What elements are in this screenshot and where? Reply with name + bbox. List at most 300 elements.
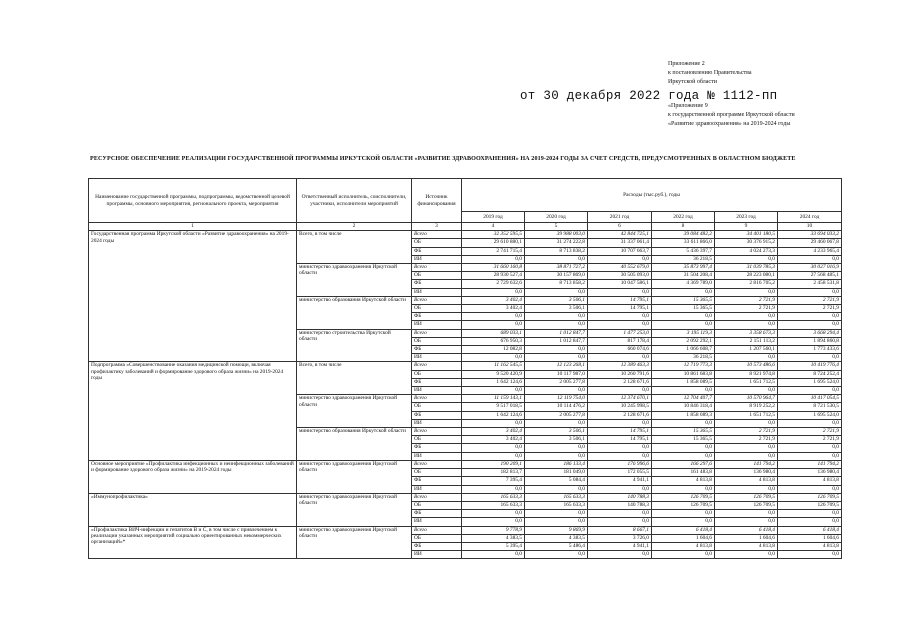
source-cell: Всего bbox=[412, 362, 462, 370]
value-cell: 1 012 847,7 bbox=[525, 337, 588, 345]
value-cell: 29 610 880,1 bbox=[462, 239, 525, 247]
col-number: 3 bbox=[412, 223, 462, 231]
value-cell: 4 813,8 bbox=[778, 477, 842, 485]
value-cell: 0,0 bbox=[778, 321, 842, 329]
value-cell: 39 084 482,2 bbox=[652, 231, 715, 239]
value-cell: 0,0 bbox=[588, 321, 652, 329]
source-cell: ОБ bbox=[412, 337, 462, 345]
value-cell: 161 483,8 bbox=[652, 469, 715, 477]
value-cell: 0,0 bbox=[525, 444, 588, 452]
source-cell: ФБ bbox=[412, 510, 462, 518]
value-cell: 12 374 670,1 bbox=[588, 395, 652, 403]
value-cell: 0,0 bbox=[715, 387, 778, 395]
value-cell: 141 794,2 bbox=[778, 460, 842, 468]
source-cell: Всего bbox=[412, 329, 462, 337]
value-cell: 660 074,6 bbox=[588, 346, 652, 354]
value-cell: 8 721 530,5 bbox=[778, 403, 842, 411]
appendix-line: Приложение 2 bbox=[668, 61, 705, 67]
value-cell: 10 419 776,4 bbox=[778, 362, 842, 370]
value-cell: 10 114 476,2 bbox=[525, 403, 588, 411]
value-cell: 3 506,1 bbox=[525, 436, 588, 444]
executor-cell: министерство здравоохранения Иркутской области bbox=[297, 460, 412, 493]
value-cell: 2 005 277,8 bbox=[525, 411, 588, 419]
source-cell: ФБ bbox=[412, 542, 462, 550]
source-cell: Всего bbox=[412, 395, 462, 403]
col-number: 9 bbox=[715, 223, 778, 231]
value-cell: 689 033,1 bbox=[462, 329, 525, 337]
value-cell: 2 721,9 bbox=[778, 296, 842, 304]
year-header: 2023 год bbox=[715, 212, 778, 223]
value-cell: 0,0 bbox=[525, 288, 588, 296]
source-cell: Всего bbox=[412, 428, 462, 436]
value-cell: 0,0 bbox=[778, 485, 842, 493]
value-cell: 15 365,5 bbox=[652, 428, 715, 436]
value-cell: 4 383,5 bbox=[462, 534, 525, 542]
value-cell: 0,0 bbox=[462, 518, 525, 526]
value-cell: 0,0 bbox=[652, 321, 715, 329]
value-cell: 0,0 bbox=[525, 354, 588, 362]
value-cell: 0,0 bbox=[462, 419, 525, 427]
value-cell: 0,0 bbox=[778, 551, 842, 559]
value-cell: 1 207 560,1 bbox=[715, 346, 778, 354]
value-cell: 1 604,6 bbox=[652, 534, 715, 542]
source-cell: Всего bbox=[412, 231, 462, 239]
value-cell: 8 919 252,2 bbox=[715, 403, 778, 411]
value-cell: 3 402,4 bbox=[462, 296, 525, 304]
value-cell: 32 352 595,5 bbox=[462, 231, 525, 239]
value-cell: 141 794,2 bbox=[715, 460, 778, 468]
value-cell: 31 039 785,3 bbox=[715, 264, 778, 272]
value-cell: 0,0 bbox=[588, 551, 652, 559]
value-cell: 6 418,4 bbox=[778, 526, 842, 534]
value-cell: 3 402,4 bbox=[462, 428, 525, 436]
source-cell: ИИ bbox=[412, 387, 462, 395]
source-cell: ОБ bbox=[412, 370, 462, 378]
executor-cell: министерство строительства Иркутской области bbox=[297, 329, 412, 362]
value-cell: 8 713 838,2 bbox=[525, 247, 588, 255]
value-cell: 0,0 bbox=[462, 444, 525, 452]
value-cell: 186 133,4 bbox=[525, 460, 588, 468]
col-header-executor: Ответственный исполнитель, соисполнители, участники, исполнители мероприятий bbox=[297, 179, 412, 223]
value-cell: 0,0 bbox=[462, 485, 525, 493]
value-cell: 1 858 089,3 bbox=[652, 411, 715, 419]
col-number: 5 bbox=[525, 223, 588, 231]
value-cell: 10 117 987,0 bbox=[525, 370, 588, 378]
value-cell: 2 816 705,2 bbox=[715, 280, 778, 288]
value-cell: 0,0 bbox=[588, 452, 652, 460]
value-cell: 12 119 754,0 bbox=[525, 395, 588, 403]
appendix-line: «Приложение 9 bbox=[668, 103, 708, 109]
value-cell: 1 858 089,5 bbox=[652, 378, 715, 386]
value-cell: 0,0 bbox=[652, 387, 715, 395]
value-cell: 0,0 bbox=[778, 518, 842, 526]
value-cell: 3 402,4 bbox=[462, 436, 525, 444]
value-cell: 136 980,4 bbox=[715, 469, 778, 477]
value-cell: 33 611 866,0 bbox=[652, 239, 715, 247]
value-cell: 10 047 586,1 bbox=[588, 280, 652, 288]
value-cell: 10 245 998,5 bbox=[588, 403, 652, 411]
appendix-line: «Развитие здравоохранения» на 2019-2024 годы bbox=[668, 121, 791, 127]
source-cell: ОБ bbox=[412, 272, 462, 280]
value-cell: 27 568 485,1 bbox=[778, 272, 842, 280]
value-cell: 0,0 bbox=[588, 255, 652, 263]
value-cell: 0,0 bbox=[778, 419, 842, 427]
value-cell: 4 941,1 bbox=[588, 477, 652, 485]
executor-cell: министерство образования Иркутской области bbox=[297, 296, 412, 329]
col-header-name: Наименование государственной программы, подпрограммы, ведомственной целевой программы, основного мероприятия, регионального проекта, мероприятия bbox=[89, 179, 297, 223]
value-cell: 126 709,5 bbox=[652, 493, 715, 501]
decree-date: от 30 декабря 2022 года № 1112-пп bbox=[520, 89, 778, 103]
source-cell: ФБ bbox=[412, 411, 462, 419]
value-cell: 182 813,7 bbox=[462, 469, 525, 477]
value-cell: 0,0 bbox=[652, 419, 715, 427]
source-cell: Всего bbox=[412, 460, 462, 468]
value-cell: 3 726,0 bbox=[588, 534, 652, 542]
value-cell: 33 694 033,2 bbox=[778, 231, 842, 239]
value-cell: 38 871 727,2 bbox=[525, 264, 588, 272]
source-cell: ИИ bbox=[412, 288, 462, 296]
value-cell: 1 695 524,0 bbox=[778, 378, 842, 386]
source-cell: ФБ bbox=[412, 346, 462, 354]
value-cell: 4 383,5 bbox=[525, 534, 588, 542]
value-cell: 0,0 bbox=[588, 444, 652, 452]
value-cell: 181 049,0 bbox=[525, 469, 588, 477]
value-cell: 0,0 bbox=[652, 551, 715, 559]
appendix-header bbox=[668, 60, 752, 87]
value-cell: 1 651 712,5 bbox=[715, 411, 778, 419]
value-cell: 0,0 bbox=[525, 419, 588, 427]
value-cell: 0,0 bbox=[778, 255, 842, 263]
value-cell: 817 178,4 bbox=[588, 337, 652, 345]
source-cell: ИИ bbox=[412, 354, 462, 362]
table-row bbox=[89, 460, 842, 468]
source-cell: ИИ bbox=[412, 321, 462, 329]
value-cell: 126 709,5 bbox=[778, 501, 842, 509]
value-cell: 1 477 253,0 bbox=[588, 329, 652, 337]
value-cell: 676 950,3 bbox=[462, 337, 525, 345]
document-title: РЕСУРСНОЕ ОБЕСПЕЧЕНИЕ РЕАЛИЗАЦИИ ГОСУДАРСТВЕННОЙ ПРОГРАММЫ ИРКУТСКОЙ ОБЛАСТИ «РАЗВИТИЕ ЗДРАВООХРАНЕНИЯ» НА 2019-2024 ГОДЫ ЗА СЧЕТ СРЕДСТВ, ПРЕДУСМОТРЕННЫХ В ОБЛАСТНОМ БЮДЖЕТЕ bbox=[90, 156, 796, 162]
value-cell: 1 012 847,7 bbox=[525, 329, 588, 337]
source-cell: ФБ bbox=[412, 378, 462, 386]
source-cell: ОБ bbox=[412, 239, 462, 247]
value-cell: 4 813,8 bbox=[778, 542, 842, 550]
value-cell: 28 930 527,4 bbox=[462, 272, 525, 280]
value-cell: 0,0 bbox=[652, 518, 715, 526]
source-cell: ОБ bbox=[412, 469, 462, 477]
value-cell: 1 695 524,0 bbox=[778, 411, 842, 419]
value-cell: 0,0 bbox=[462, 321, 525, 329]
program-name-cell: Государственная программа Иркутской области «Развитие здравоохранения» на 2019-2024 годы bbox=[89, 231, 297, 362]
source-cell: Всего bbox=[412, 296, 462, 304]
source-cell: ФБ bbox=[412, 247, 462, 255]
source-cell: ФБ bbox=[412, 313, 462, 321]
value-cell: 0,0 bbox=[462, 354, 525, 362]
value-cell: 5 084,4 bbox=[525, 477, 588, 485]
source-cell: ФБ bbox=[412, 444, 462, 452]
value-cell: 29 460 067,8 bbox=[778, 239, 842, 247]
resource-table bbox=[88, 178, 842, 559]
value-cell: 5 486,4 bbox=[525, 542, 588, 550]
value-cell: 35 873 997,4 bbox=[652, 264, 715, 272]
value-cell: 12 123 268,1 bbox=[525, 362, 588, 370]
value-cell: 0,0 bbox=[525, 518, 588, 526]
value-cell: 4 813,8 bbox=[652, 542, 715, 550]
source-cell: ИИ bbox=[412, 419, 462, 427]
value-cell: 0,0 bbox=[462, 313, 525, 321]
value-cell: 2 092 292,1 bbox=[652, 337, 715, 345]
value-cell: 10 570 964,7 bbox=[715, 395, 778, 403]
value-cell: 6 418,4 bbox=[715, 526, 778, 534]
executor-cell: Всего, в том числе bbox=[297, 362, 412, 395]
value-cell: 0,0 bbox=[778, 387, 842, 395]
value-cell: 15 365,5 bbox=[652, 305, 715, 313]
col-number: 4 bbox=[462, 223, 525, 231]
value-cell: 28 223 080,1 bbox=[715, 272, 778, 280]
value-cell: 10 707 663,7 bbox=[588, 247, 652, 255]
value-cell: 14 795,1 bbox=[588, 428, 652, 436]
value-cell: 3 668 294,4 bbox=[778, 329, 842, 337]
value-cell: 0,0 bbox=[778, 354, 842, 362]
executor-cell: министерство здравоохранения Иркутской области bbox=[297, 264, 412, 297]
value-cell: 166 297,6 bbox=[652, 460, 715, 468]
value-cell: 126 709,5 bbox=[715, 493, 778, 501]
value-cell: 0,0 bbox=[588, 485, 652, 493]
value-cell: 36 218,5 bbox=[652, 354, 715, 362]
source-cell: ИИ bbox=[412, 452, 462, 460]
value-cell: 0,0 bbox=[652, 510, 715, 518]
value-cell: 2 721,9 bbox=[715, 296, 778, 304]
value-cell: 4 233 965,4 bbox=[778, 247, 842, 255]
value-cell: 4 941,1 bbox=[588, 542, 652, 550]
value-cell: 0,0 bbox=[462, 510, 525, 518]
executor-cell: министерство здравоохранения Иркутской области bbox=[297, 395, 412, 428]
appendix-line: к постановлению Правительства bbox=[668, 70, 752, 76]
value-cell: 10 417 054,5 bbox=[778, 395, 842, 403]
value-cell: 3 195 119,3 bbox=[652, 329, 715, 337]
value-cell: 31 660 160,8 bbox=[462, 264, 525, 272]
value-cell: 0,0 bbox=[715, 321, 778, 329]
value-cell: 126 709,5 bbox=[652, 501, 715, 509]
value-cell: 165 633,3 bbox=[525, 501, 588, 509]
value-cell: 31 274 222,8 bbox=[525, 239, 588, 247]
value-cell: 4 813,8 bbox=[652, 477, 715, 485]
value-cell: 0,0 bbox=[462, 255, 525, 263]
value-cell: 1 066 608,7 bbox=[652, 346, 715, 354]
value-cell: 0,0 bbox=[525, 313, 588, 321]
value-cell: 0,0 bbox=[525, 485, 588, 493]
program-name-cell: Основное мероприятие «Профилактика инфекционных и неинфекционных заболеваний и формирование здорового образа жизни» на 2019-2024 годы bbox=[89, 460, 297, 493]
value-cell: 1 642 124,6 bbox=[462, 378, 525, 386]
value-cell: 40 552 679,0 bbox=[588, 264, 652, 272]
executor-cell: министерство здравоохранения Иркутской области bbox=[297, 493, 412, 526]
value-cell: 0,0 bbox=[715, 518, 778, 526]
value-cell: 190 209,1 bbox=[462, 460, 525, 468]
value-cell: 2 721,9 bbox=[715, 436, 778, 444]
year-header: 2024 год bbox=[778, 212, 842, 223]
value-cell: 2 151 113,2 bbox=[715, 337, 778, 345]
source-cell: ИИ bbox=[412, 485, 462, 493]
value-cell: 172 055,5 bbox=[588, 469, 652, 477]
value-cell: 0,0 bbox=[778, 510, 842, 518]
table-row bbox=[89, 362, 842, 370]
program-name-cell: «Иммунопрофилактика» bbox=[89, 493, 297, 526]
value-cell: 0,0 bbox=[715, 313, 778, 321]
value-cell: 31 504 208,4 bbox=[652, 272, 715, 280]
value-cell: 0,0 bbox=[778, 288, 842, 296]
value-cell: 14 795,1 bbox=[588, 305, 652, 313]
source-cell: ОБ bbox=[412, 305, 462, 313]
value-cell: 8 724 252,4 bbox=[778, 370, 842, 378]
value-cell: 15 365,5 bbox=[652, 436, 715, 444]
value-cell: 3 358 673,3 bbox=[715, 329, 778, 337]
appendix-header-2 bbox=[668, 102, 795, 129]
executor-cell: Всего, в том числе bbox=[297, 231, 412, 264]
value-cell: 0,0 bbox=[588, 313, 652, 321]
value-cell: 8 921 974,8 bbox=[715, 370, 778, 378]
program-name-cell: «Профилактика ВИЧ-инфекции и гепатитов В и С, в том числе с привлечением к реализации указанных мероприятий социально ориентированных некоммерческих организаций»* bbox=[89, 526, 297, 559]
col-number: 1 bbox=[89, 223, 297, 231]
value-cell: 11 162 545,5 bbox=[462, 362, 525, 370]
value-cell: 0,0 bbox=[462, 387, 525, 395]
value-cell: 1 604,6 bbox=[715, 534, 778, 542]
value-cell: 140 788,3 bbox=[588, 501, 652, 509]
value-cell: 12 389 463,3 bbox=[588, 362, 652, 370]
value-cell: 12 704 407,7 bbox=[652, 395, 715, 403]
source-cell: ОБ bbox=[412, 436, 462, 444]
source-cell: ОБ bbox=[412, 403, 462, 411]
value-cell: 165 633,3 bbox=[462, 493, 525, 501]
value-cell: 5 395,4 bbox=[462, 542, 525, 550]
col-header-source: Источник финансирования bbox=[412, 179, 462, 223]
value-cell: 9 869,9 bbox=[525, 526, 588, 534]
value-cell: 31 337 061,4 bbox=[588, 239, 652, 247]
year-header: 2019 год bbox=[462, 212, 525, 223]
value-cell: 11 159 143,1 bbox=[462, 395, 525, 403]
year-header: 2020 год bbox=[525, 212, 588, 223]
value-cell: 0,0 bbox=[652, 452, 715, 460]
source-cell: Всего bbox=[412, 526, 462, 534]
value-cell: 0,0 bbox=[715, 288, 778, 296]
value-cell: 0,0 bbox=[525, 387, 588, 395]
value-cell: 4 813,8 bbox=[715, 542, 778, 550]
value-cell: 165 633,3 bbox=[462, 501, 525, 509]
value-cell: 2 721,9 bbox=[778, 428, 842, 436]
value-cell: 0,0 bbox=[588, 354, 652, 362]
value-cell: 8 667,1 bbox=[588, 526, 652, 534]
value-cell: 10 260 791,6 bbox=[588, 370, 652, 378]
value-cell: 30 157 869,0 bbox=[525, 272, 588, 280]
value-cell: 0,0 bbox=[588, 288, 652, 296]
value-cell: 0,0 bbox=[715, 452, 778, 460]
table-row bbox=[89, 231, 842, 239]
value-cell: 0,0 bbox=[778, 444, 842, 452]
value-cell: 3 402,4 bbox=[462, 305, 525, 313]
value-cell: 0,0 bbox=[462, 288, 525, 296]
value-cell: 2 458 531,8 bbox=[778, 280, 842, 288]
table-row bbox=[89, 493, 842, 501]
source-cell: ОБ bbox=[412, 534, 462, 542]
value-cell: 0,0 bbox=[525, 551, 588, 559]
source-cell: ФБ bbox=[412, 477, 462, 485]
appendix-line: к государственной программе Иркутской области bbox=[668, 112, 795, 118]
value-cell: 0,0 bbox=[525, 255, 588, 263]
source-cell: ИИ bbox=[412, 518, 462, 526]
value-cell: 0,0 bbox=[715, 444, 778, 452]
value-cell: 0,0 bbox=[715, 255, 778, 263]
value-cell: 1 773 433,6 bbox=[778, 346, 842, 354]
value-cell: 0,0 bbox=[525, 452, 588, 460]
value-cell: 3 506,1 bbox=[525, 428, 588, 436]
value-cell: 2 128 671,6 bbox=[588, 378, 652, 386]
value-cell: 136 980,4 bbox=[778, 469, 842, 477]
value-cell: 2 128 671,6 bbox=[588, 411, 652, 419]
value-cell: 14 795,1 bbox=[588, 436, 652, 444]
value-cell: 0,0 bbox=[588, 510, 652, 518]
source-cell: ФБ bbox=[412, 280, 462, 288]
year-header: 2022 год bbox=[652, 212, 715, 223]
value-cell: 4 024 273,3 bbox=[715, 247, 778, 255]
value-cell: 30 376 915,2 bbox=[715, 239, 778, 247]
col-number: 6 bbox=[588, 223, 652, 231]
value-cell: 2 729 632,6 bbox=[462, 280, 525, 288]
year-header: 2021 год bbox=[588, 212, 652, 223]
value-cell: 9 520 420,9 bbox=[462, 370, 525, 378]
value-cell: 5 436 397,7 bbox=[652, 247, 715, 255]
value-cell: 8 713 858,2 bbox=[525, 280, 588, 288]
value-cell: 3 506,1 bbox=[525, 296, 588, 304]
col-number: 8 bbox=[652, 223, 715, 231]
value-cell: 12 719 773,3 bbox=[652, 362, 715, 370]
value-cell: 1 894 860,8 bbox=[778, 337, 842, 345]
value-cell: 2 721,9 bbox=[715, 428, 778, 436]
value-cell: 0,0 bbox=[715, 354, 778, 362]
value-cell: 12 082,8 bbox=[462, 346, 525, 354]
source-cell: Всего bbox=[412, 264, 462, 272]
value-cell: 176 996,6 bbox=[588, 460, 652, 468]
value-cell: 2 721,9 bbox=[778, 436, 842, 444]
value-cell: 7 395,4 bbox=[462, 477, 525, 485]
source-cell: Всего bbox=[412, 493, 462, 501]
table-row bbox=[89, 526, 842, 534]
value-cell: 0,0 bbox=[715, 510, 778, 518]
value-cell: 10 573 486,6 bbox=[715, 362, 778, 370]
value-cell: 0,0 bbox=[525, 321, 588, 329]
value-cell: 126 709,5 bbox=[715, 501, 778, 509]
source-cell: ОБ bbox=[412, 501, 462, 509]
value-cell: 10 846 318,4 bbox=[652, 403, 715, 411]
value-cell: 0,0 bbox=[715, 551, 778, 559]
source-cell: ИИ bbox=[412, 255, 462, 263]
value-cell: 0,0 bbox=[588, 419, 652, 427]
value-cell: 0,0 bbox=[588, 518, 652, 526]
value-cell: 2 005 277,8 bbox=[525, 378, 588, 386]
value-cell: 2 721,9 bbox=[778, 305, 842, 313]
value-cell: 126 709,5 bbox=[778, 493, 842, 501]
executor-cell: министерство здравоохранения Иркутской области bbox=[297, 526, 412, 559]
value-cell: 9 517 018,5 bbox=[462, 403, 525, 411]
value-cell: 0,0 bbox=[588, 387, 652, 395]
value-cell: 1 651 712,5 bbox=[715, 378, 778, 386]
value-cell: 0,0 bbox=[525, 510, 588, 518]
value-cell: 2 721,9 bbox=[715, 305, 778, 313]
value-cell: 0,0 bbox=[715, 419, 778, 427]
source-cell: ИИ bbox=[412, 551, 462, 559]
value-cell: 30 027 016,9 bbox=[778, 264, 842, 272]
value-cell: 0,0 bbox=[652, 444, 715, 452]
value-cell: 36 218,5 bbox=[652, 255, 715, 263]
value-cell: 6 418,4 bbox=[652, 526, 715, 534]
value-cell: 15 365,5 bbox=[652, 296, 715, 304]
